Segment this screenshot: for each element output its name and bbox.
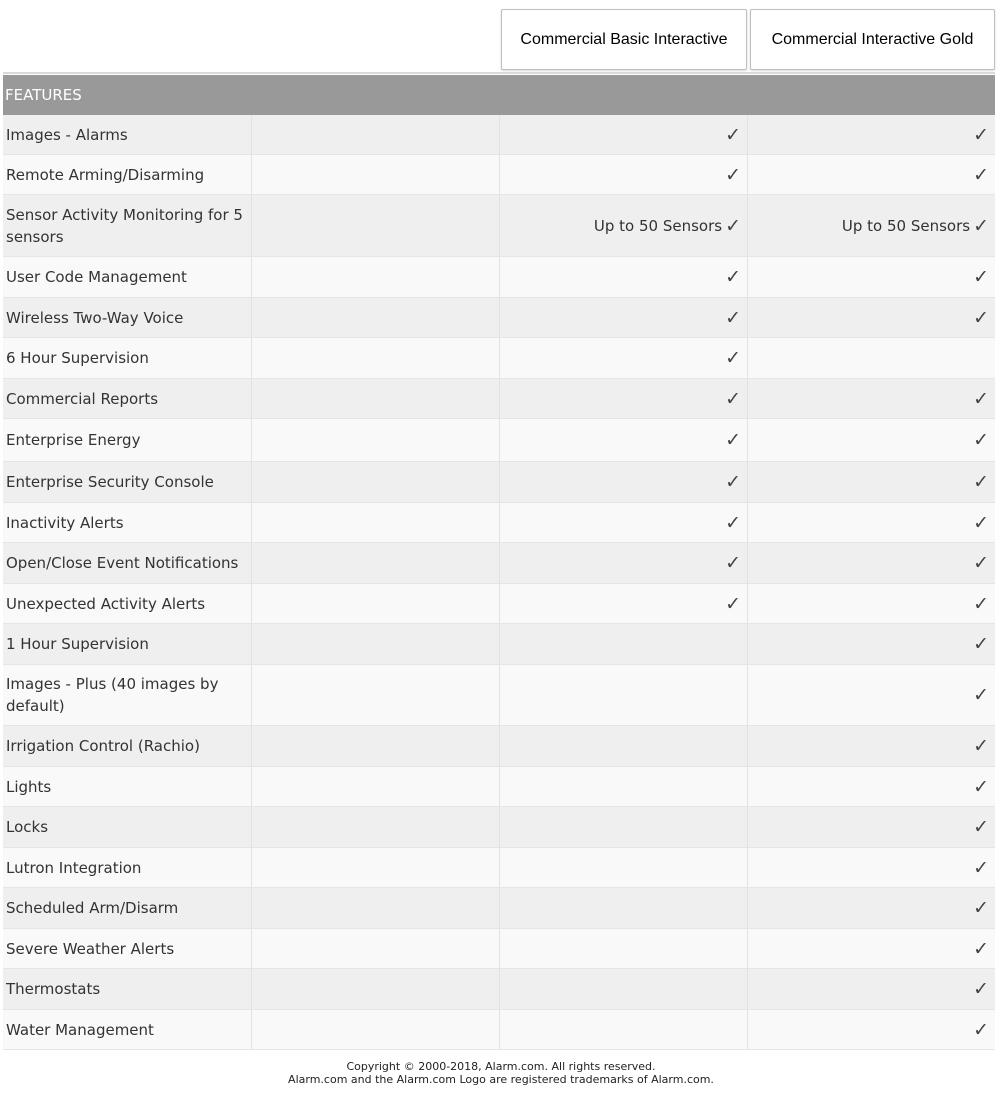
checkmark-icon: ✓	[725, 266, 741, 288]
table-row	[3, 888, 995, 929]
feature-label: Scheduled Arm/Disarm	[6, 899, 179, 917]
table-row	[3, 462, 995, 503]
plan-1-cell	[499, 767, 747, 806]
table-row	[3, 929, 995, 969]
feature-label: Irrigation Control (Rachio)	[6, 737, 200, 755]
plan-2-cell	[747, 298, 995, 337]
table-row	[3, 969, 995, 1010]
checkmark-icon: ✓	[973, 978, 989, 1000]
plan-2-cell	[747, 929, 995, 968]
checkmark-icon: ✓	[973, 471, 989, 493]
table-row	[3, 848, 995, 888]
plan-selector	[501, 9, 995, 70]
plan-2-cell	[747, 624, 995, 664]
table-row	[3, 584, 995, 624]
plan-2-cell	[747, 665, 995, 725]
table-row	[3, 155, 995, 195]
spacer-cell	[251, 155, 499, 194]
spacer-cell	[251, 115, 499, 154]
spacer-cell	[251, 195, 499, 256]
checkmark-icon: ✓	[725, 471, 741, 493]
checkmark-icon: ✓	[973, 306, 989, 329]
plan-2-cell	[747, 848, 995, 887]
table-row	[3, 543, 995, 584]
checkmark-icon: ✓	[973, 937, 989, 960]
table-row	[3, 726, 995, 767]
spacer-cell	[251, 767, 499, 806]
feature-label: Water Management	[6, 1020, 154, 1039]
plan-button-commercial-basic-interactive[interactable]: Commercial Basic Interactive	[501, 9, 747, 70]
checkmark-icon: ✓	[725, 511, 741, 534]
feature-detail-text: Up to 50 Sensors	[841, 216, 971, 235]
feature-label: User Code Management	[6, 268, 187, 286]
plan-1-cell	[499, 462, 747, 502]
checkmark-icon: ✓	[973, 735, 989, 757]
plan-2-cell	[747, 419, 995, 461]
checkmark-icon: ✓	[725, 429, 741, 451]
spacer-cell	[251, 848, 499, 887]
plan-2-cell	[747, 462, 995, 502]
plan-1-cell	[499, 195, 747, 256]
plan-1-cell	[499, 298, 747, 337]
checkmark-icon: ✓	[973, 552, 989, 574]
spacer-cell	[251, 726, 499, 766]
feature-label: Sensor Activity Monitoring for 5 sensors	[6, 205, 243, 246]
plan-2-cell	[747, 257, 995, 297]
checkmark-icon: ✓	[973, 592, 989, 615]
plan-2-cell	[747, 726, 995, 766]
table-row	[3, 298, 995, 338]
copyright-text: Copyright © 2000-2018, Alarm.com. All rights reserved.	[346, 1060, 656, 1073]
feature-label: Enterprise Energy	[6, 431, 141, 449]
spacer-cell	[251, 969, 499, 1009]
feature-label: Thermostats	[6, 980, 101, 998]
feature-label: Enterprise Security Console	[6, 473, 214, 491]
plan-2-cell	[747, 338, 995, 378]
plan-2-cell	[747, 379, 995, 418]
checkmark-icon: ✓	[725, 347, 741, 369]
checkmark-icon: ✓	[725, 163, 741, 186]
checkmark-icon: ✓	[973, 897, 989, 919]
feature-label: Severe Weather Alerts	[6, 939, 175, 958]
spacer-cell	[251, 503, 499, 542]
divider	[3, 72, 995, 74]
checkmark-icon: ✓	[725, 552, 741, 574]
table-row	[3, 767, 995, 807]
plan-1-cell	[499, 888, 747, 928]
table-row	[3, 379, 995, 419]
feature-label: Wireless Two-Way Voice	[6, 308, 184, 327]
spacer-cell	[251, 1010, 499, 1049]
checkmark-icon: ✓	[973, 387, 989, 410]
feature-label: Open/Close Event Notifications	[6, 554, 239, 572]
table-row	[3, 257, 995, 298]
features-header-title: FEATURES	[5, 86, 82, 104]
plan-1-cell	[499, 155, 747, 194]
checkmark-icon: ✓	[725, 306, 741, 329]
plan-1-cell	[499, 848, 747, 887]
plan-1-cell	[499, 665, 747, 725]
spacer-cell	[251, 543, 499, 583]
checkmark-icon: ✓	[973, 684, 989, 706]
checkmark-icon: ✓	[973, 123, 989, 146]
plan-1-cell	[499, 419, 747, 461]
plan-2-cell	[747, 1010, 995, 1049]
footer	[0, 1060, 1002, 1086]
plan-1-cell	[499, 379, 747, 418]
feature-label: Inactivity Alerts	[6, 513, 124, 532]
feature-label: 6 Hour Supervision	[6, 349, 149, 367]
plan-2-cell	[747, 888, 995, 928]
checkmark-icon: ✓	[973, 511, 989, 534]
trademark-text: Alarm.com and the Alarm.com Logo are registered trademarks of Alarm.com.	[288, 1073, 714, 1086]
checkmark-icon: ✓	[725, 387, 741, 410]
plan-2-cell	[747, 503, 995, 542]
table-row	[3, 665, 995, 726]
checkmark-icon: ✓	[725, 214, 741, 237]
plan-2-cell	[747, 807, 995, 847]
plan-1-cell	[499, 115, 747, 154]
plan-1-cell	[499, 624, 747, 664]
feature-label: Lights	[6, 777, 52, 796]
plan-1-cell	[499, 969, 747, 1009]
table-row	[3, 115, 995, 155]
plan-button-commercial-interactive-gold[interactable]: Commercial Interactive Gold	[750, 9, 995, 70]
plan-2-cell	[747, 115, 995, 154]
feature-label: Images - Plus (40 images by default)	[6, 675, 219, 715]
spacer-cell	[251, 624, 499, 664]
features-table	[3, 115, 995, 1050]
plan-1-cell	[499, 503, 747, 542]
feature-label: Images - Alarms	[6, 125, 128, 144]
plan-1-cell	[499, 1010, 747, 1049]
spacer-cell	[251, 929, 499, 968]
feature-label: Lutron Integration	[6, 858, 142, 877]
plan-1-cell	[499, 338, 747, 378]
feature-label: Commercial Reports	[6, 389, 159, 408]
plan-1-cell	[499, 543, 747, 583]
checkmark-icon: ✓	[973, 816, 989, 838]
plan-1-cell	[499, 726, 747, 766]
plan-2-cell	[747, 543, 995, 583]
checkmark-icon: ✓	[973, 429, 989, 451]
checkmark-icon: ✓	[973, 633, 989, 655]
spacer-cell	[251, 298, 499, 337]
feature-label: Remote Arming/Disarming	[6, 165, 205, 184]
spacer-cell	[251, 807, 499, 847]
checkmark-icon: ✓	[973, 856, 989, 879]
spacer-cell	[251, 462, 499, 502]
table-row	[3, 807, 995, 848]
spacer-cell	[251, 584, 499, 623]
checkmark-icon: ✓	[725, 592, 741, 615]
plan-2-cell	[747, 584, 995, 623]
feature-label: Unexpected Activity Alerts	[6, 594, 206, 613]
checkmark-icon: ✓	[973, 266, 989, 288]
spacer-cell	[251, 379, 499, 418]
plan-2-cell	[747, 195, 995, 256]
plan-1-cell	[499, 807, 747, 847]
features-header	[3, 75, 995, 115]
checkmark-icon: ✓	[973, 775, 989, 798]
spacer-cell	[251, 888, 499, 928]
feature-label: Locks	[6, 818, 49, 836]
table-row	[3, 624, 995, 665]
checkmark-icon: ✓	[973, 214, 989, 237]
feature-label: 1 Hour Supervision	[6, 635, 149, 653]
plan-1-cell	[499, 929, 747, 968]
plan-2-cell	[747, 767, 995, 806]
plan-2-cell	[747, 969, 995, 1009]
checkmark-icon: ✓	[973, 163, 989, 186]
table-row	[3, 338, 995, 379]
spacer-cell	[251, 419, 499, 461]
plan-2-cell	[747, 155, 995, 194]
spacer-cell	[251, 257, 499, 297]
checkmark-icon: ✓	[725, 123, 741, 146]
table-row	[3, 1010, 995, 1050]
plan-1-cell	[499, 584, 747, 623]
table-row	[3, 419, 995, 462]
spacer-cell	[251, 665, 499, 725]
plan-1-cell	[499, 257, 747, 297]
table-row	[3, 195, 995, 257]
table-row	[3, 503, 995, 543]
spacer-cell	[251, 338, 499, 378]
checkmark-icon: ✓	[973, 1018, 989, 1041]
feature-detail-text: Up to 50 Sensors	[593, 216, 723, 235]
